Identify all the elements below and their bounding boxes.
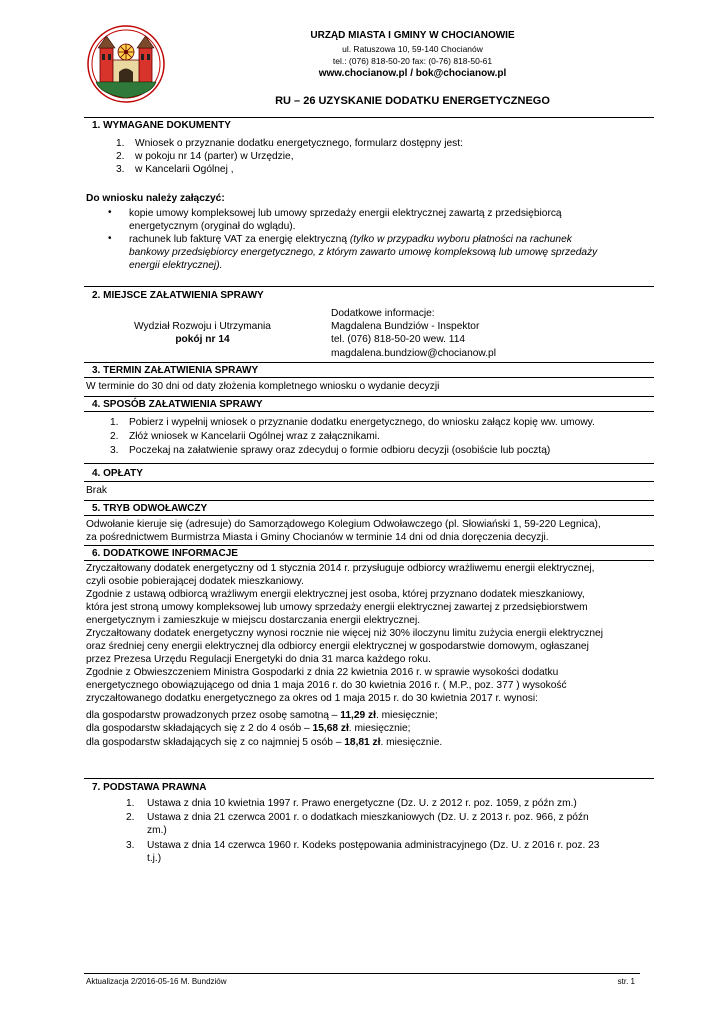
list-item: Poczekaj na załatwienie sprawy oraz zdecyduj o formie odbioru decyzji (osobiście lub pocztą) bbox=[129, 445, 551, 456]
section-title: 6. DODATKOWE INFORMACJE bbox=[92, 548, 238, 559]
divider bbox=[84, 463, 654, 464]
legal-item: zm.) bbox=[147, 825, 167, 836]
divider bbox=[84, 545, 654, 546]
divider bbox=[84, 560, 654, 561]
contact-phone: tel. (076) 818-50-20 wew. 114 bbox=[331, 334, 466, 345]
bullet-text: rachunek lub fakturę VAT za energię elektryczną (tylko w przypadku wyboru płatności na rachunek bbox=[129, 234, 572, 245]
divider bbox=[84, 515, 654, 516]
legal-item: Ustawa z dnia 21 czerwca 2001 r. o dodatkach mieszkaniowych (Dz. U. z 2013 r. poz. 966, z późn bbox=[147, 812, 589, 823]
bullet-text: kopie umowy kompleksowej lub umowy sprzedaży energii elektrycznej zawartą z przedsiębiorcą bbox=[129, 208, 562, 219]
bullet-text: energii elektrycznej). bbox=[129, 260, 223, 271]
rate-line: dla gospodarstw prowadzonych przez osobę samotną – 11,29 zł. miesięcznie; bbox=[86, 710, 438, 721]
legal-item: t.j.) bbox=[147, 853, 162, 864]
coat-of-arms-logo bbox=[86, 24, 166, 104]
divider bbox=[84, 411, 654, 412]
bullet-icon: • bbox=[108, 233, 112, 244]
rate-line: dla gospodarstw składających się z 2 do 4 osób – 15,68 zł. miesięcznie; bbox=[86, 723, 411, 734]
section-title: 3. TERMIN ZAŁATWIENIA SPRAWY bbox=[92, 365, 259, 376]
page-number: str. 1 bbox=[617, 977, 635, 986]
deadline-text: W terminie do 30 dni od daty złożenia kompletnego wniosku o wydanie decyzji bbox=[86, 381, 440, 392]
office-web-email: www.chocianow.pl / bok@chocianow.pl bbox=[318, 68, 507, 79]
legal-item: Ustawa z dnia 10 kwietnia 1997 r. Prawo energetyczne (Dz. U. z 2012 r. poz. 1059, z późn zm.) bbox=[147, 798, 577, 809]
appeal-text: Odwołanie kieruje się (adresuje) do Samorządowego Kolegium Odwoławczego (pl. Słowiański 1, 59-220 Legnica), bbox=[86, 519, 601, 530]
divider bbox=[84, 286, 654, 287]
footer-divider bbox=[84, 973, 640, 974]
divider bbox=[84, 396, 654, 397]
bullet-icon: • bbox=[108, 207, 112, 218]
list-item: w Kancelarii Ogólnej , bbox=[135, 164, 234, 175]
office-address: ul. Ratuszowa 10, 59-140 Chocianów bbox=[342, 44, 483, 54]
info-paragraph: Zryczałtowany dodatek energetyczny od 1 stycznia 2014 r. przysługuje odbiorcy wrażliwemu energii elektrycznej, czyli osobie pobierającej dodatek mieszkaniowy. Zgodnie z ustawą odbiorcą wrażliwym energii elektrycznej jest osoba, której przyznano dodatek mieszkaniowy, która jest stroną umowy kompleksowej lub umowy sprzedaży energii elektrycznej zawartej z przedsiębiorstwem energetycznym i zamieszkuje w miejscu dostarczania energii elektrycznej. Zryczałtowany dodatek energetyczny wynosi rocznie nie więcej niż 30% iloczynu limitu zużycia energii elektrycznej oraz średniej ceny energii elektrycznej dla odbiorcy energii elektrycznej w gospodarstwie domowym, ogłaszanej przez Prezesa Urzędu Regulacji Energetyki do dnia 31 marca każdego roku. Zgodnie z Obwieszczeniem Ministra Gospodarki z dnia 22 kwietnia 2016 r. w sprawie wysokości dodatku energetycznego obowiązującego od dnia 1 maja 2016 r. do 30 kwietnia 2016 r. ( M.P., poz. 377 ) wysokość zryczałtowanego dodatku energetycznego za okres od 1 maja 2015 r. do 30 kwietnia 2017 r. wynosi: bbox=[86, 563, 603, 704]
footer-update: Aktualizacja 2/2016-05-16 M. Bundziów bbox=[86, 977, 227, 986]
room: pokój nr 14 bbox=[175, 334, 230, 345]
document-title: RU – 26 UZYSKANIE DODATKU ENERGETYCZNEGO bbox=[275, 95, 550, 107]
list-item: w pokoju nr 14 (parter) w Urzędzie, bbox=[135, 151, 294, 162]
section-title: 2. MIEJSCE ZAŁATWIENIA SPRAWY bbox=[92, 290, 264, 301]
extra-info-label: Dodatkowe informacje: bbox=[331, 308, 435, 319]
department: Wydział Rozwoju i Utrzymania bbox=[134, 321, 271, 332]
divider bbox=[84, 481, 654, 482]
section-title: 7. PODSTAWA PRAWNA bbox=[92, 782, 207, 793]
section-title: 1. WYMAGANE DOKUMENTY bbox=[92, 120, 231, 131]
bullet-text: energetycznym (oryginał do wglądu). bbox=[129, 221, 296, 232]
list-item: Wniosek o przyznanie dodatku energetycznego, formularz dostępny jest: bbox=[135, 138, 463, 149]
divider bbox=[84, 117, 654, 118]
legal-item: Ustawa z dnia 14 czerwca 1960 r. Kodeks postępowania administracyjnego (Dz. U. z 2016 r. poz. 23 bbox=[147, 840, 600, 851]
list-item: Złóż wniosek w Kancelarii Ogólnej wraz z załącznikami. bbox=[129, 431, 380, 442]
section-title: 4. OPŁATY bbox=[92, 468, 143, 479]
contact-person: Magdalena Bundziów - Inspektor bbox=[331, 321, 480, 332]
divider bbox=[84, 377, 654, 378]
attachments-heading: Do wniosku należy załączyć: bbox=[86, 193, 225, 204]
divider bbox=[84, 362, 654, 363]
list-item: Pobierz i wypełnij wniosek o przyznanie dodatku energetycznego, do wniosku załącz kopię ww. umowy. bbox=[129, 417, 595, 428]
fees-text: Brak bbox=[86, 485, 107, 496]
bullet-text: bankowy przedsiębiorcy energetycznego, z którym zawarto umowę kompleksową lub umowę sprzedaży bbox=[129, 247, 598, 258]
office-phone-fax: tel.: (076) 818-50-20 fax: (0-76) 818-50-61 bbox=[332, 56, 493, 66]
section-title: 4. SPOSÓB ZAŁATWIENIA SPRAWY bbox=[92, 399, 263, 410]
office-name: URZĄD MIASTA I GMINY W CHOCIANOWIE bbox=[310, 30, 515, 41]
divider bbox=[84, 778, 654, 779]
contact-email: magdalena.bundziow@chocianow.pl bbox=[331, 348, 496, 359]
divider bbox=[84, 500, 654, 501]
rate-line: dla gospodarstw składających się z co najmniej 5 osób – 18,81 zł. miesięcznie. bbox=[86, 737, 443, 748]
appeal-text: za pośrednictwem Burmistrza Miasta i Gminy Chocianów w terminie 14 dni od dnia doręczenia decyzji. bbox=[86, 532, 549, 543]
section-title: 5. TRYB ODWOŁAWCZY bbox=[92, 503, 208, 514]
